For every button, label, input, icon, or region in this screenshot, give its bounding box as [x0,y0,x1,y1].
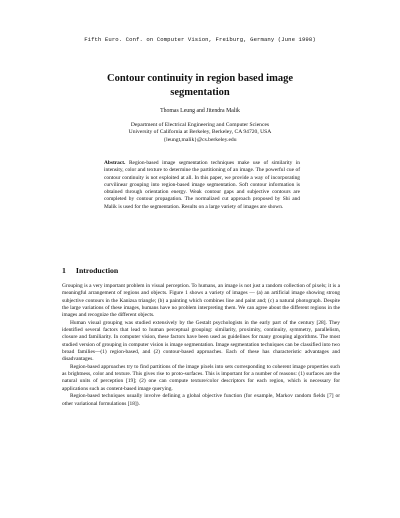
abstract-label: Abstract. [104,160,126,166]
section-body [62,283,340,408]
body-paragraph: Human visual grouping was studied extensively by the Gestalt psychologists in the early part of the century [28]. They identified several factors that lead to human perceptual grouping: similarity, proximity, continuity, symmetry, parallelism, closure and familiarity. In computer vision, these factors have been used as guidelines for many grouping algorithms. The most studied version of grouping in computer vision is image segmentation. Image segmentation techniques can be classified into two broad families—(1) region-based, and (2) contour-based approaches. Each of these has characteristic advantages and disadvantages. [62,319,340,363]
paper-title: Contour continuity in region based image segmentation [106,73,293,98]
body-paragraph: Region-based approaches try to find partitions of the image pixels into sets corresponding to coherent image properties such as brightness, color and texture. This gives rise to proto-surfaces. This is important for a number of reasons: (1) surfaces are the natural units of perception [19]; (2) one can compute texture/color descriptors for each region, which is necessary for applications such as content-based image querying. [62,363,340,392]
body-paragraph: Grouping is a very important problem in visual perception. To humans, an image is not just a random collection of pixels; it is a meaningful arrangement of regions and objects. Figure 1 shows a variety of images — (a) an artificial image showing strong subjective contours in the Kanizsa triangle; (b) a painting which combines line and paint and; (c) a natural photograph. Despite the large variations of these images, humans have no problem interpreting them. We can agree about the different regions in the images and recognize the different objects. [62,283,340,319]
venue-header: Fifth Euro. Conf. on Computer Vision, Freiburg, Germany (June 1998) [84,36,316,43]
affiliation-department: Department of Electrical Engineering and Computer Sciences [130,122,270,128]
paper-authors: Thomas Leung and Jitendra Malik [160,108,240,114]
section-number: 1 [62,266,66,275]
section-title: Introduction [75,266,119,275]
affiliation-email: {leungt,malik}@cs.berkeley.edu [163,136,237,143]
abstract [104,160,300,211]
author-affiliation [0,122,400,144]
abstract-text: Region-based image segmentation techniques make use of similarity in intensity, color and texture to determine the partitioning of an image. The powerful cue of contour continuity is not exploited at all. In this paper, we provide a way of incorporating curvilinear grouping into region-based image segmentation. Soft contour information is obtained through orientation energy. Weak contour gaps and subjective contours are completed by contour propagation. The normalized cut approach proposed by Shi and Malik is used for the segmentation. Results on a large variety of images are shown. [104,160,300,210]
section-heading [62,266,118,275]
body-paragraph: Region-based techniques usually involve defining a global objective function (for example, Markov random fields [7] or other variational formulations [18]). [62,393,340,407]
affiliation-university: University of California at Berkeley, Berkeley, CA 94720, USA [128,129,272,136]
